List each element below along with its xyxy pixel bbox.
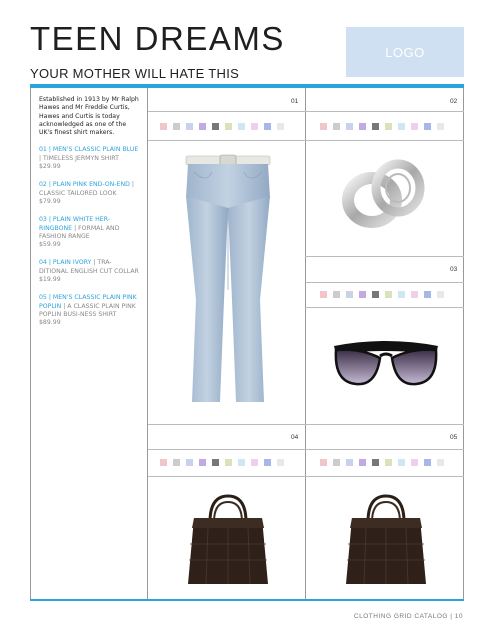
color-swatches-04[interactable] — [160, 459, 284, 466]
color-swatch[interactable] — [437, 459, 444, 466]
item-price: $59.99 — [39, 241, 61, 249]
color-swatch[interactable] — [238, 123, 245, 130]
color-swatch[interactable] — [225, 459, 232, 466]
product-item-01[interactable] — [39, 146, 139, 171]
color-swatch[interactable] — [320, 123, 327, 130]
cell-label-02: 02 — [450, 98, 458, 105]
cell-label-05: 05 — [450, 434, 458, 441]
rings-image[interactable] — [342, 150, 428, 240]
row-divider — [148, 476, 464, 477]
row-divider — [305, 307, 464, 308]
item-description: | FORMAL AND FASHION RANGE — [39, 224, 120, 240]
color-swatch[interactable] — [372, 291, 379, 298]
color-swatch[interactable] — [173, 459, 180, 466]
color-swatch[interactable] — [411, 291, 418, 298]
color-swatch[interactable] — [238, 459, 245, 466]
item-number: 04 | — [39, 259, 51, 267]
color-swatch[interactable] — [359, 459, 366, 466]
item-price: $29.99 — [39, 163, 61, 171]
sidebar — [30, 88, 148, 599]
color-swatch[interactable] — [424, 123, 431, 130]
item-price: $19.99 — [39, 276, 61, 284]
color-swatch[interactable] — [372, 123, 379, 130]
item-name[interactable]: MEN'S CLASSIC PLAIN BLUE — [52, 146, 139, 154]
row-divider — [148, 111, 464, 112]
item-name[interactable]: PLAIN PINK END-ON-END — [52, 181, 130, 189]
color-swatch[interactable] — [160, 459, 167, 466]
color-swatch[interactable] — [359, 123, 366, 130]
color-swatch[interactable] — [199, 459, 206, 466]
product-item-05[interactable] — [39, 294, 139, 327]
product-grid — [148, 88, 464, 599]
product-item-02[interactable] — [39, 181, 139, 206]
row-divider — [148, 140, 464, 141]
color-swatch[interactable] — [212, 123, 219, 130]
product-item-04[interactable] — [39, 259, 139, 284]
color-swatch[interactable] — [346, 123, 353, 130]
catalog-title: TEEN DREAMS — [30, 20, 285, 57]
item-name[interactable]: PLAIN IVORY — [52, 259, 92, 267]
sidebar-intro: Established in 1913 by Mr Ralph Hawes and Mr Freddie Curtis, Hawes and Curtis is today acknowledged as one of the UK's finest shirt makers. — [39, 96, 139, 137]
color-swatches-03[interactable] — [320, 291, 444, 298]
color-swatch[interactable] — [264, 123, 271, 130]
item-number: 03 | — [39, 216, 51, 224]
color-swatch[interactable] — [160, 123, 167, 130]
item-name[interactable]: MEN'S CLASSIC PLAIN PINK POPLIN — [39, 294, 137, 310]
item-price: $89.99 — [39, 319, 61, 327]
logo-placeholder: LOGO — [346, 27, 464, 77]
color-swatch[interactable] — [186, 123, 193, 130]
row-divider — [148, 424, 464, 425]
color-swatch[interactable] — [173, 123, 180, 130]
catalog-subtitle: YOUR MOTHER WILL HATE THIS — [30, 66, 240, 81]
item-name[interactable]: PLAIN WHITE HER-RINGBONE — [39, 216, 110, 232]
color-swatch[interactable] — [251, 459, 258, 466]
item-description: | TIMELESS JERMYN SHIRT — [39, 154, 119, 162]
color-swatch[interactable] — [225, 123, 232, 130]
item-number: 05 | — [39, 294, 51, 302]
row-divider — [148, 449, 464, 450]
color-swatch[interactable] — [277, 123, 284, 130]
color-swatch[interactable] — [333, 459, 340, 466]
color-swatch[interactable] — [359, 291, 366, 298]
item-number: 02 | — [39, 181, 51, 189]
product-item-03[interactable] — [39, 216, 139, 249]
color-swatch[interactable] — [398, 123, 405, 130]
row-divider — [305, 256, 464, 257]
color-swatch[interactable] — [277, 459, 284, 466]
color-swatches-05[interactable] — [320, 459, 444, 466]
color-swatch[interactable] — [333, 291, 340, 298]
item-description: | CLASSIC TAILORED LOOK — [39, 181, 134, 197]
cell-label-04: 04 — [291, 434, 299, 441]
color-swatch[interactable] — [212, 459, 219, 466]
color-swatch[interactable] — [385, 291, 392, 298]
color-swatch[interactable] — [398, 291, 405, 298]
color-swatch[interactable] — [424, 291, 431, 298]
color-swatch[interactable] — [320, 291, 327, 298]
page-footer: CLOTHING GRID CATALOG | 10 — [353, 613, 463, 620]
column-divider — [305, 88, 306, 599]
cell-label-01: 01 — [291, 98, 299, 105]
color-swatches-01[interactable] — [160, 123, 284, 130]
color-swatch[interactable] — [372, 459, 379, 466]
item-number: 01 | — [39, 146, 51, 154]
item-description: | A CLASSIC PLAIN PINK POPLIN BUSI-NESS SHIRT — [39, 302, 136, 318]
item-description: | TRA-DITIONAL ENGLISH CUT COLLAR — [39, 259, 139, 275]
color-swatch[interactable] — [411, 123, 418, 130]
color-swatch[interactable] — [199, 123, 206, 130]
color-swatch[interactable] — [264, 459, 271, 466]
color-swatch[interactable] — [320, 459, 327, 466]
bottom-rule — [30, 599, 464, 601]
color-swatch[interactable] — [424, 459, 431, 466]
jeans-image[interactable] — [178, 150, 278, 410]
item-price: $79.99 — [39, 197, 61, 205]
sunglasses-image[interactable] — [330, 336, 442, 392]
color-swatch[interactable] — [251, 123, 258, 130]
row-divider — [305, 282, 464, 283]
color-swatch[interactable] — [333, 123, 340, 130]
color-swatch[interactable] — [346, 459, 353, 466]
color-swatches-02[interactable] — [320, 123, 444, 130]
color-swatch[interactable] — [385, 123, 392, 130]
color-swatch[interactable] — [411, 459, 418, 466]
cell-label-03: 03 — [450, 266, 458, 273]
color-swatch[interactable] — [398, 459, 405, 466]
handbag-image-04[interactable] — [186, 488, 270, 588]
color-swatch[interactable] — [186, 459, 193, 466]
color-swatch[interactable] — [385, 459, 392, 466]
handbag-image-05[interactable] — [344, 488, 428, 588]
color-swatch[interactable] — [437, 291, 444, 298]
color-swatch[interactable] — [346, 291, 353, 298]
color-swatch[interactable] — [437, 123, 444, 130]
